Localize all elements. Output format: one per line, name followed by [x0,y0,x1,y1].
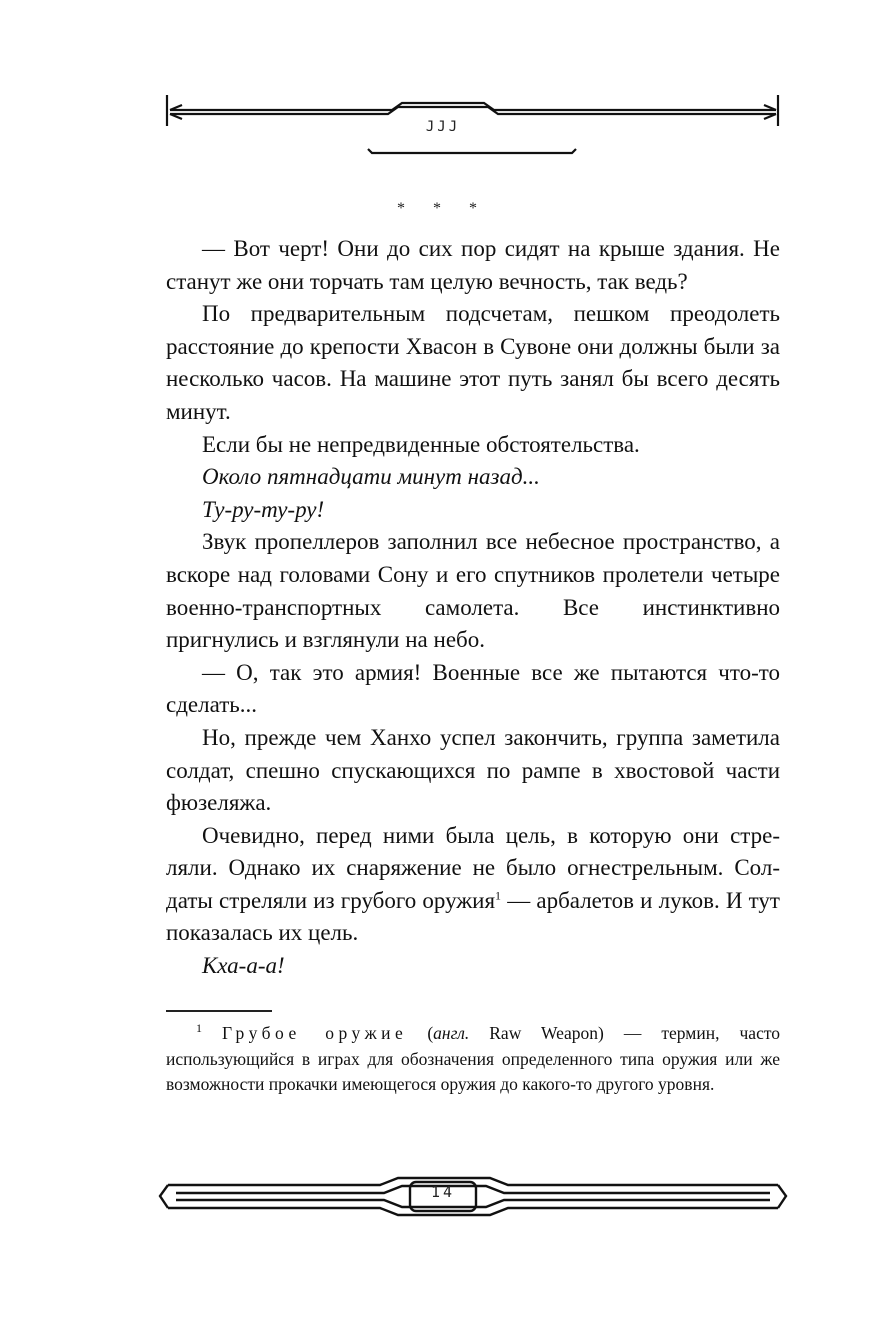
footnote-paren: ( [407,1023,434,1043]
paragraph-text: Очевидно, перед ними была цель, в которую они стре-ляли. Однако их снаряжение не было огнестрельным. Сол-даты стреляли из грубого оружия [166,822,780,913]
footnote-english: Raw Weapon [469,1023,598,1043]
header-ornament [0,0,886,170]
footnote-marker: 1 [196,1021,202,1036]
footnote-term: Грубое оружие [222,1023,408,1043]
paragraph: Если бы не непредвиденные обстоятельства. [202,431,640,457]
footnote-text: ) — термин, часто использующийся в играх для обозначения определенного типа оружия или же возможности прокачки имеющегося оружия до какого-то другого уровня. [166,1023,781,1094]
paragraph: — О, так это армия! Военные все же пытаются что-то сделать... [166,659,780,718]
paragraph-italic: Около пятнадцати минут назад... [202,464,540,490]
paragraph: Но, прежде чем Ханхо успел закончить, группа заметила солдат, спешно спускающихся по рампе в хвостовой части фюзеляжа. [166,724,780,816]
running-header-mark: JJJ [425,119,461,135]
paragraph: По предварительным подсчетам, пешком преодолеть расстояние до крепости Хвасон в Сувоне они должны были за несколько часов. На машине этот путь занял бы всего десять минут. [166,301,780,424]
page-number: 14 [430,1183,456,1201]
footnote-language: англ. [433,1023,470,1043]
paragraph: — Вот черт! Они до сих пор сидят на крыше здания. Не станут же они торчать там целую вечность, так ведь? [166,236,780,294]
paragraph-italic: Кха-а-а! [202,953,285,979]
footnote-reference: 1 [495,888,502,903]
footnote-divider [166,1010,272,1012]
paragraph-italic: Ту-ру-ту-ру! [202,496,325,522]
paragraph: Звук пропеллеров заполнил все небесное пространство, а вскоре над головами Сону и его спутников пролетели четыре военно-транспортных самолета. Все инстинктивно пригнулись и взглянули на небо. [166,529,780,653]
scene-break: * * * [397,200,489,217]
paragraph-with-footnote [166,820,780,950]
body-text [166,233,780,983]
paragraph-text-continued: — арбалетов и луков. И тут показалась их цель. [166,887,780,946]
footnote [166,1021,780,1098]
